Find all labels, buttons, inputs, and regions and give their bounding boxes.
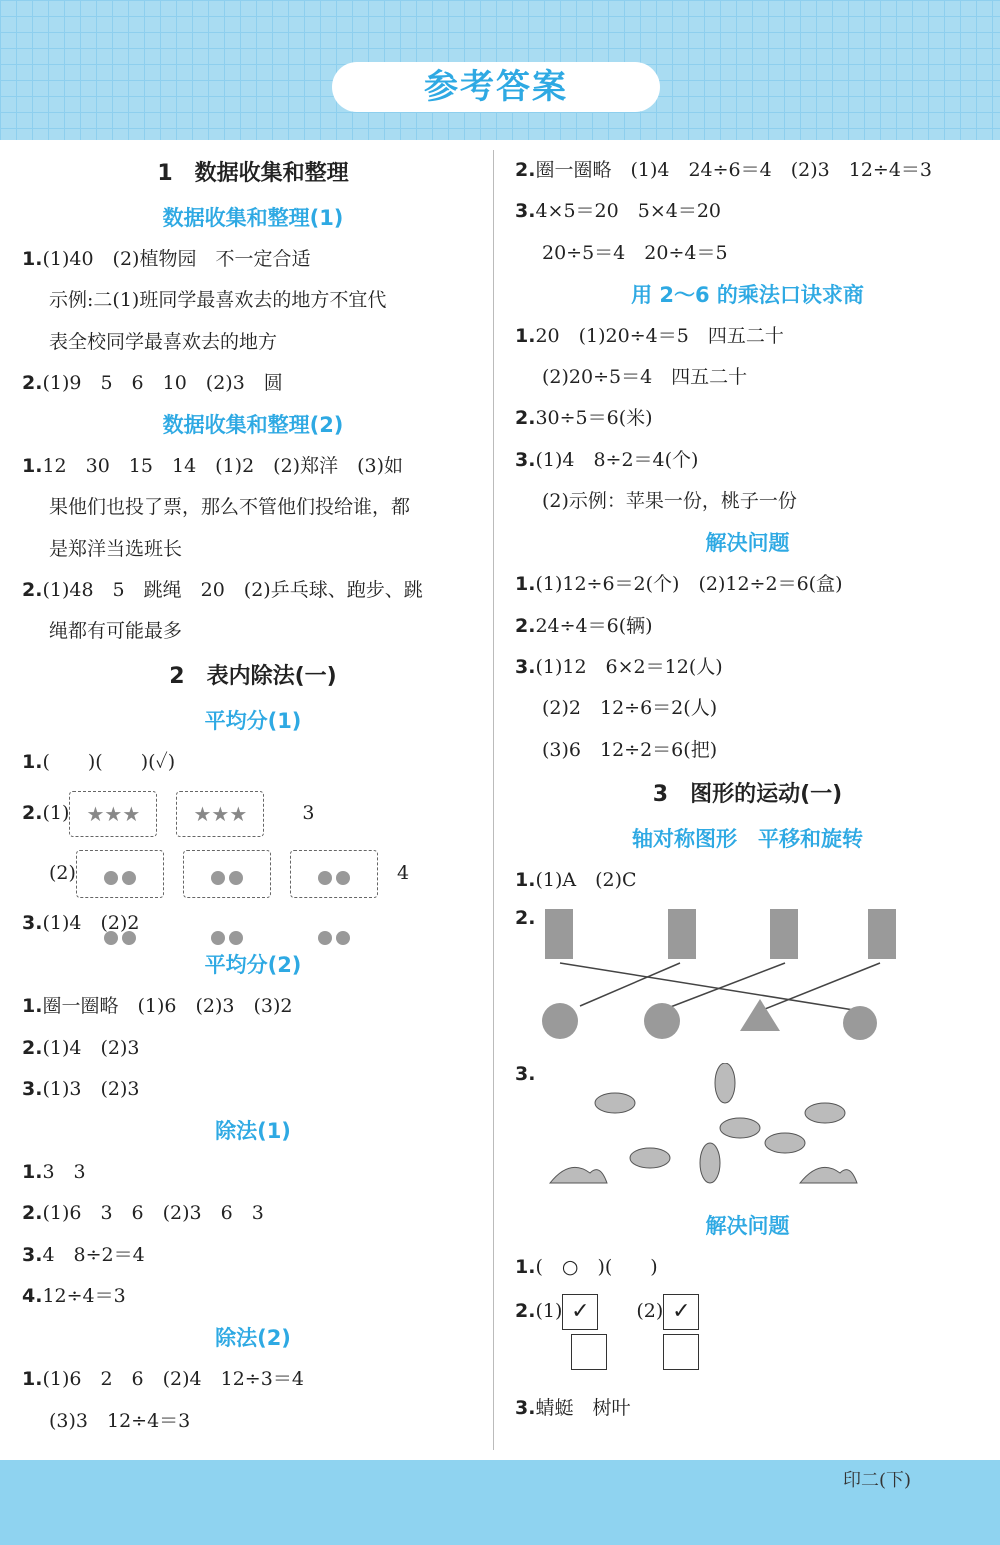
answer-line: 2.圈一圈略 (1)4 24÷6＝4 (2)3 12÷4＝3 bbox=[515, 159, 933, 181]
answer-line: 2.(1)48 5 跳绳 20 (2)乒乓球、跑步、跳 bbox=[22, 579, 423, 602]
answer-line: 是郑洋当选班长 bbox=[49, 537, 183, 560]
section-heading: 除法(1) bbox=[215, 1119, 291, 1144]
answer-line: (2)2 12÷6＝2(人) bbox=[542, 697, 718, 720]
bird-rotation-figure: 3. bbox=[515, 1063, 980, 1205]
answer-line: 3.蜻蜓 树叶 bbox=[515, 1397, 631, 1420]
answer-line: 20÷5＝4 20÷4＝5 bbox=[542, 241, 728, 264]
answer-line: 1.( ○ )( ) bbox=[515, 1256, 658, 1279]
answer-line: 2.24÷4＝6(辆) bbox=[515, 614, 653, 637]
chapter-heading: 3 图形的运动(一) bbox=[652, 781, 843, 807]
bird-figure-svg bbox=[545, 1063, 885, 1193]
page-label: 印二(下) bbox=[843, 1470, 912, 1491]
answer-line: 2.(1)6 3 6 (2)3 6 3 bbox=[22, 1202, 264, 1225]
section-heading: 解决问题 bbox=[705, 1214, 790, 1239]
dot-group-box bbox=[76, 850, 164, 898]
answer-line: 3.4 8÷2＝4 bbox=[22, 1243, 145, 1266]
shape-matching-svg bbox=[540, 901, 900, 1051]
answer-line: 1.圈一圈略 (1)6 (2)3 (3)2 bbox=[22, 995, 293, 1018]
header-banner bbox=[0, 0, 1000, 140]
answer-line: 2.(1) ★★★ ★★★ 3 bbox=[22, 783, 484, 843]
answer-line: 2.(1)4 (2)3 bbox=[22, 1036, 140, 1059]
answer-line: 4.12÷4＝3 bbox=[22, 1285, 126, 1308]
answer-line: 绳都有可能最多 bbox=[49, 620, 183, 643]
answer-line: 3.(1)12 6×2＝12(人) bbox=[515, 655, 723, 678]
answer-line: 3.(1)4 8÷2＝4(个) bbox=[515, 448, 699, 471]
answer-line: (2)示例：苹果一份，桃子一份 bbox=[542, 490, 797, 513]
answer-line: (3)6 12÷2＝6(把) bbox=[542, 738, 718, 761]
answer-line: 果他们也投了票，那么不管他们投给谁，都 bbox=[49, 496, 411, 519]
section-heading: 轴对称图形 平移和旋转 bbox=[632, 826, 863, 851]
shape-matching-figure: 2. bbox=[515, 901, 980, 1063]
empty-box bbox=[663, 1334, 699, 1370]
answer-line: (3)3 12÷4＝3 bbox=[49, 1409, 191, 1432]
column-divider bbox=[493, 150, 494, 1450]
answer-line: 1.(1)6 2 6 (2)4 12÷3＝4 bbox=[22, 1368, 304, 1391]
section-heading: 用 2～6 的乘法口诀求商 bbox=[631, 282, 864, 307]
empty-box bbox=[571, 1334, 607, 1370]
answer-line: 2.(1)9 5 6 10 (2)3 圆 bbox=[22, 371, 283, 394]
dot-group-box bbox=[183, 850, 271, 898]
right-column bbox=[515, 150, 980, 1430]
answer-line: 3.(1)4 (2)2 bbox=[22, 911, 140, 934]
section-heading: 除法(2) bbox=[215, 1326, 291, 1351]
answer-line: 2.(1) ✓ (2) ✓ bbox=[515, 1288, 980, 1388]
answer-line: 1.(1)A (2)C bbox=[515, 868, 637, 891]
answer-line: 3.4×5＝20 5×4＝20 bbox=[515, 200, 722, 223]
answer-line: (2) 4 bbox=[22, 843, 484, 903]
left-column bbox=[22, 150, 484, 1442]
answer-line: 表全校同学最喜欢去的地方 bbox=[49, 330, 278, 353]
page-title: 参考答案 bbox=[332, 62, 660, 112]
chapter-heading: 2 表内除法(一) bbox=[169, 663, 337, 689]
section-heading: 数据收集和整理(2) bbox=[162, 413, 344, 438]
chapter-heading: 1 数据收集和整理 bbox=[157, 161, 349, 186]
dot-group-box bbox=[290, 850, 378, 898]
answer-line: 1.12 30 15 14 (1)2 (2)郑洋 (3)如 bbox=[22, 455, 403, 478]
star-group-box: ★★★ bbox=[176, 791, 264, 837]
section-heading: 平均分(1) bbox=[204, 708, 302, 733]
section-heading: 数据收集和整理(1) bbox=[162, 206, 344, 230]
check-box: ✓ bbox=[562, 1294, 598, 1330]
section-heading: 解决问题 bbox=[705, 531, 790, 556]
check-box: ✓ bbox=[663, 1294, 699, 1330]
answer-line: (2)20÷5＝4 四五二十 bbox=[542, 366, 748, 389]
answer-line: 1.3 3 bbox=[22, 1161, 86, 1184]
star-group-box: ★★★ bbox=[69, 791, 157, 837]
answer-line: 1.20 (1)20÷4＝5 四五二十 bbox=[515, 324, 784, 347]
answer-line: 1.( )( )(✓) bbox=[22, 750, 176, 773]
section-heading: 平均分(2) bbox=[204, 953, 302, 978]
answer-line: 2.30÷5＝6(米) bbox=[515, 407, 653, 430]
answer-line: 1.(1)40 (2)植物园 不一定合适 bbox=[22, 248, 311, 270]
answer-line: 1.(1)12÷6＝2(个) (2)12÷2＝6(盒) bbox=[515, 573, 843, 596]
answer-line: 3.(1)3 (2)3 bbox=[22, 1077, 140, 1100]
answer-line: 示例:二(1)班同学最喜欢去的地方不宜代 bbox=[49, 289, 387, 312]
